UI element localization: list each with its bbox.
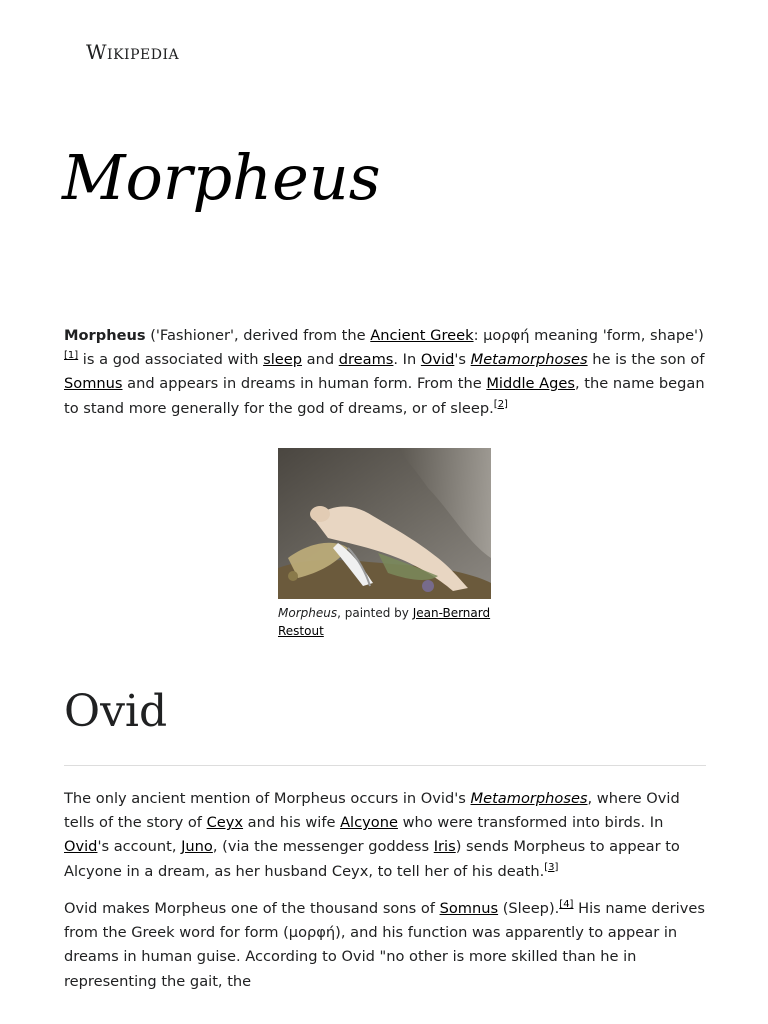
link-metamorphoses[interactable]: Metamorphoses bbox=[470, 351, 588, 369]
intro-text: ('Fashioner', derived from the bbox=[145, 327, 371, 344]
link-iris[interactable]: Iris bbox=[433, 838, 456, 856]
intro-text: : μορφή meaning 'form, shape') bbox=[473, 327, 704, 344]
intro-paragraph bbox=[64, 324, 708, 421]
intro-text: and appears in dreams in human form. From the bbox=[122, 375, 487, 393]
link-metamorphoses[interactable]: Metamorphoses bbox=[470, 790, 588, 807]
intro-text: . In bbox=[393, 351, 421, 369]
paragraph-text: 's account, bbox=[97, 838, 182, 856]
paragraph-text: The only ancient mention of Morpheus occurs in Ovid's bbox=[64, 790, 471, 807]
ovid-paragraph-1 bbox=[64, 787, 708, 884]
link-ovid[interactable]: Ovid bbox=[420, 351, 455, 369]
link-alcyone[interactable]: Alcyone bbox=[340, 814, 398, 832]
morpheus-painting-image[interactable] bbox=[278, 448, 491, 599]
bold-term: Morpheus bbox=[64, 327, 146, 344]
section-heading-ovid: Ovid bbox=[64, 686, 168, 737]
link-ceyx[interactable]: Ceyx bbox=[206, 814, 244, 832]
paragraph-text: Ovid makes Morpheus one of the thousand sons of bbox=[64, 900, 440, 917]
intro-text: is a god associated with bbox=[78, 351, 264, 369]
figure-caption bbox=[278, 604, 491, 640]
paragraph-text: , where Ovid tells of the story of bbox=[64, 790, 680, 832]
intro-text: , the name began to stand more generally for the god of dreams, or of sleep. bbox=[64, 375, 705, 417]
paragraph-text: (Sleep). bbox=[498, 900, 560, 917]
paragraph-text: His name derives from the Greek word for form (μορφή), and his function was apparently to appear in dreams in human guise. According to Ovid "no other is more skilled than he in representing the gait, the bbox=[64, 900, 705, 990]
link-somnus[interactable]: Somnus bbox=[439, 900, 499, 917]
reference-4[interactable]: [4] bbox=[559, 899, 574, 911]
reference-1[interactable]: [1] bbox=[64, 350, 79, 362]
caption-text: , painted by bbox=[337, 606, 413, 620]
link-ovid[interactable]: Ovid bbox=[64, 838, 98, 856]
link-ancient-greek[interactable]: Ancient Greek bbox=[370, 327, 474, 344]
section-divider bbox=[64, 765, 706, 766]
paragraph-text: and his wife bbox=[243, 814, 341, 832]
link-middle-ages[interactable]: Middle Ages bbox=[486, 375, 576, 393]
painting-figure bbox=[278, 448, 491, 640]
paragraph-text: , (via the messenger goddess bbox=[212, 838, 434, 856]
page-title: Morpheus bbox=[62, 141, 381, 214]
wikipedia-logo[interactable]: Wikipedia bbox=[86, 40, 180, 64]
caption-title: Morpheus bbox=[278, 606, 338, 620]
intro-text: he is the son of bbox=[587, 351, 705, 369]
link-jean-bernard-restout[interactable]: Jean-Bernard Restout bbox=[278, 606, 491, 638]
intro-text: and bbox=[301, 351, 339, 369]
paragraph-text: who were transformed into birds. In bbox=[397, 814, 664, 832]
ovid-paragraph-2 bbox=[64, 897, 708, 994]
link-sleep[interactable]: sleep bbox=[263, 351, 302, 369]
intro-text: 's bbox=[454, 351, 471, 369]
link-juno[interactable]: Juno bbox=[181, 838, 213, 856]
reference-2[interactable]: [2] bbox=[493, 398, 508, 410]
reference-3[interactable]: [3] bbox=[544, 861, 559, 873]
link-somnus[interactable]: Somnus bbox=[64, 375, 123, 393]
paragraph-text: ) sends Morpheus to appear to Alcyone in a dream, as her husband Ceyx, to tell her of his death. bbox=[64, 838, 680, 880]
link-dreams[interactable]: dreams bbox=[338, 351, 394, 369]
